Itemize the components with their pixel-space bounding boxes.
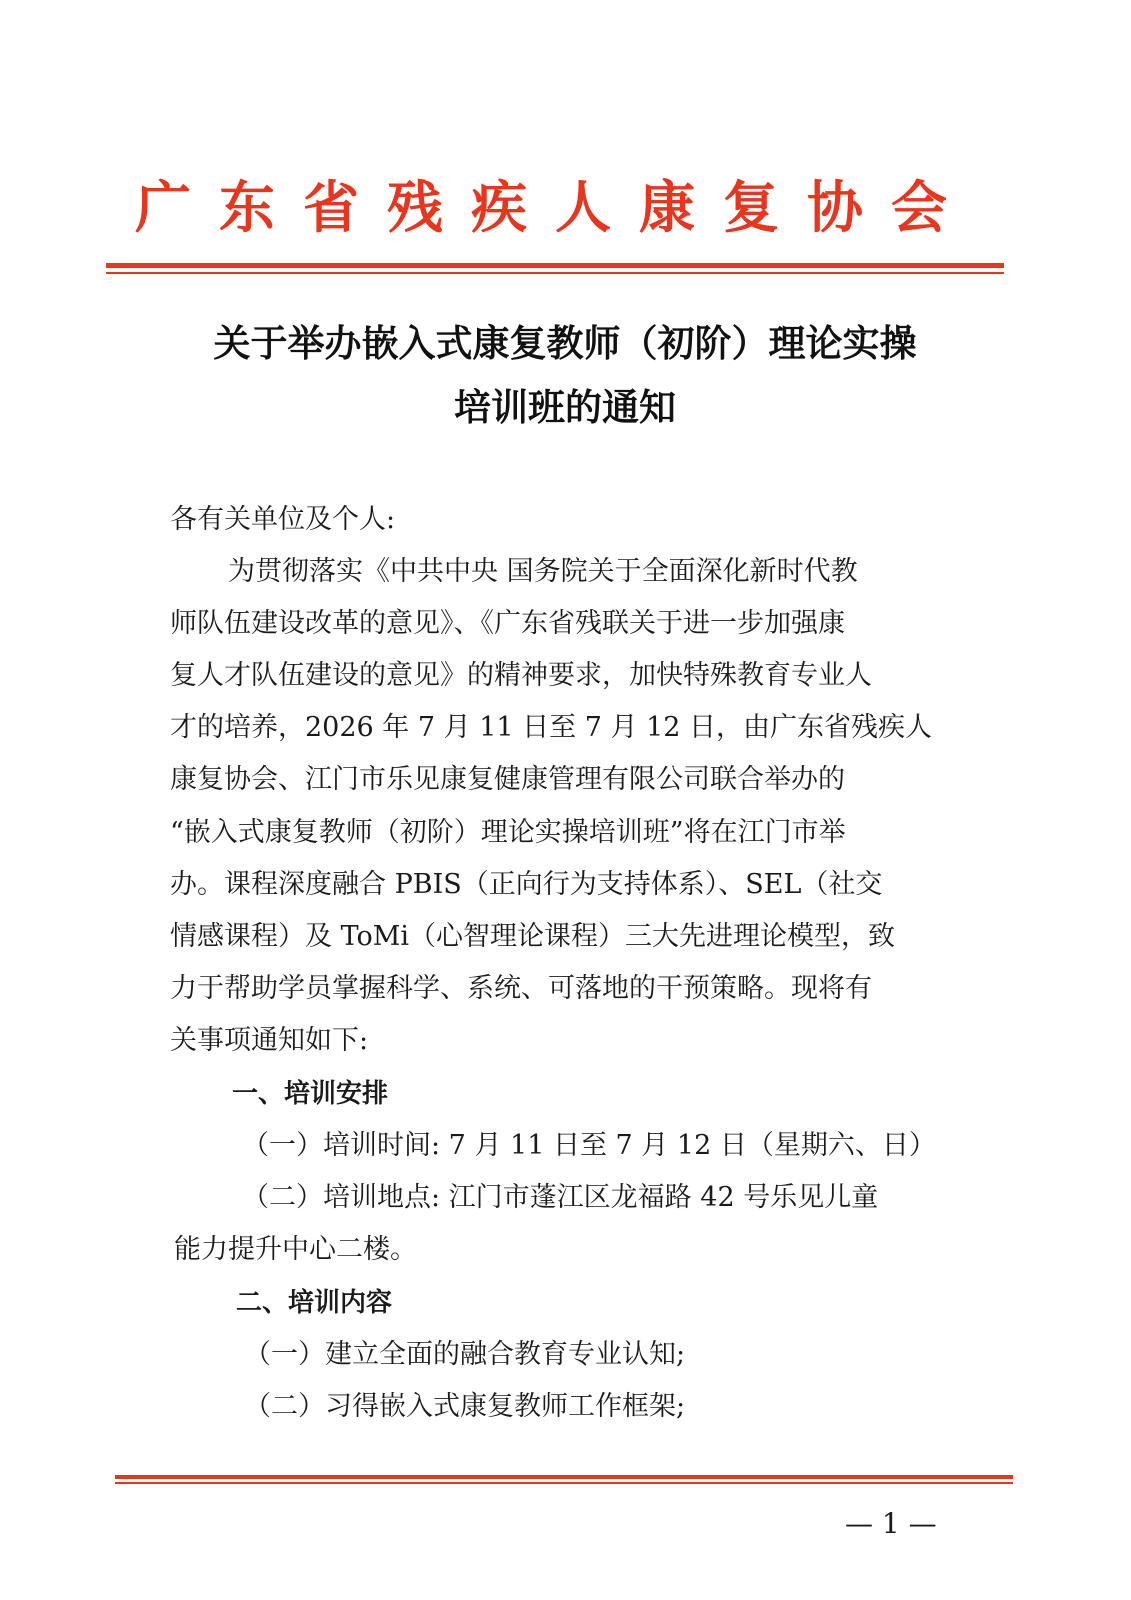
training-time: （一）培训时间: 7 月 11 日至 7 月 12 日（星期六、日） xyxy=(242,1130,936,1161)
salutation: 各有关单位及个人: xyxy=(170,504,396,535)
paragraph-line: 办。课程深度融合 PBIS（正向行为支持体系）、SEL（社交 xyxy=(170,869,883,900)
section2-heading: 二、培训内容 xyxy=(236,1288,393,1318)
paragraph-line: 情感课程）及 ToMi（心智理论课程）三大先进理论模型，致 xyxy=(170,921,896,952)
page-number: — 1 — xyxy=(845,1507,937,1540)
training-place-continued: 能力提升中心二楼。 xyxy=(174,1234,417,1265)
header-red-rule-thick xyxy=(106,263,1004,268)
document-title-line2: 培训班的通知 xyxy=(454,385,676,429)
paragraph-line: 才的培养，2026 年 7 月 11 日至 7 月 12 日，由广东省残疾人 xyxy=(170,712,933,743)
organization-header: 广东省残疾人康复协会 xyxy=(135,175,975,241)
paragraph-line: 师队伍建设改革的意见》、《广东省残联关于进一步加强康 xyxy=(170,608,845,639)
footer-red-rule-thick xyxy=(115,1475,1013,1479)
paragraph-line: “嵌入式康复教师（初阶）理论实操培训班”将在江门市举 xyxy=(170,817,846,848)
paragraph-line: 康复协会、江门市乐见康复健康管理有限公司联合举办的 xyxy=(170,764,845,795)
header-red-rule-thin xyxy=(106,272,1004,274)
paragraph-line: 关事项通知如下: xyxy=(170,1025,369,1056)
content-item: （一）建立全面的融合教育专业认知; xyxy=(244,1339,686,1370)
footer-red-rule-thin xyxy=(115,1482,1013,1484)
training-place: （二）培训地点: 江门市蓬江区龙福路 42 号乐见儿童 xyxy=(242,1182,879,1213)
section1-heading: 一、培训安排 xyxy=(232,1079,389,1109)
paragraph-line: 力于帮助学员掌握科学、系统、可落地的干预策略。现将有 xyxy=(170,973,872,1004)
document-title-line1: 关于举办嵌入式康复教师（初阶）理论实操 xyxy=(213,321,917,365)
paragraph-line: 为贯彻落实《中共中央 国务院关于全面深化新时代教 xyxy=(228,556,858,587)
content-item: （二）习得嵌入式康复教师工作框架; xyxy=(244,1391,686,1422)
paragraph-line: 复人才队伍建设的意见》的精神要求，加快特殊教育专业人 xyxy=(170,660,872,691)
